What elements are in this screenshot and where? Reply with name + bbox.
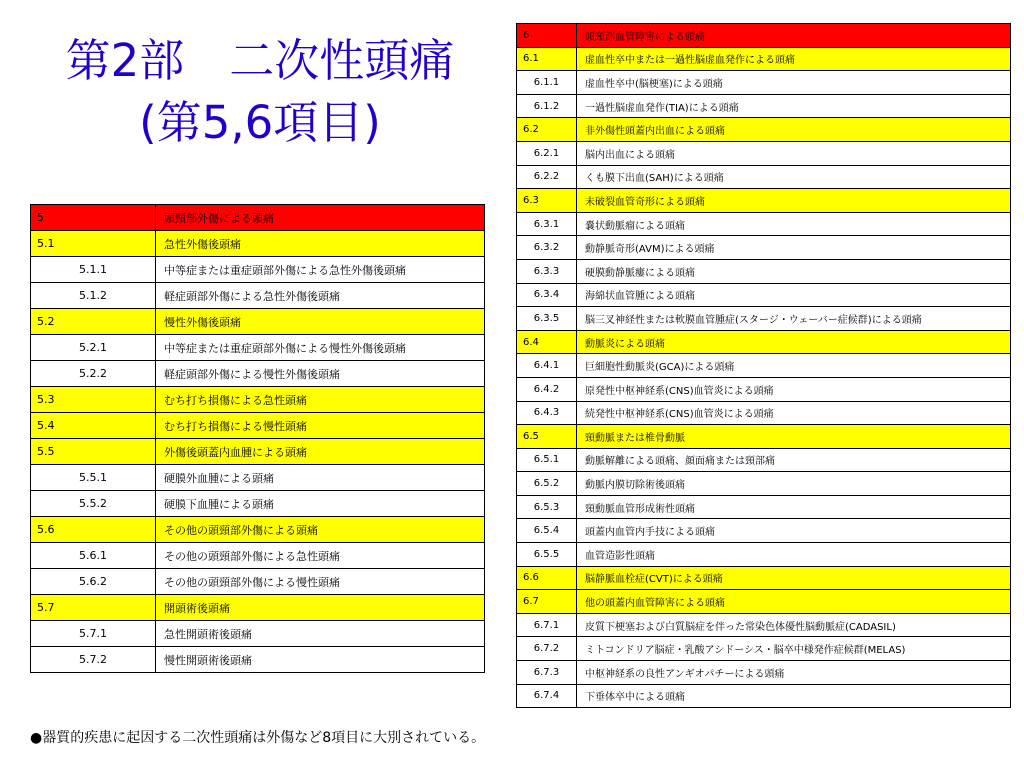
- row-text: 慢性開頭術後頭痛: [156, 647, 485, 673]
- table-row: [517, 330, 1011, 354]
- row-text: 開頭術後頭痛: [156, 595, 485, 621]
- table-row: [31, 309, 485, 335]
- table-row: [517, 613, 1011, 637]
- table-row: [517, 71, 1011, 95]
- row-text: 血管造影性頭痛: [577, 543, 1011, 567]
- table-row: [31, 205, 485, 231]
- table-row: [517, 307, 1011, 331]
- row-text: 頭頸部血管障害による頭痛: [577, 24, 1011, 48]
- table-row: [31, 231, 485, 257]
- row-text: 他の頭蓋内血管障害による頭痛: [577, 590, 1011, 614]
- row-code: 6.1.2: [517, 94, 577, 118]
- row-code: 5.2.2: [31, 361, 156, 387]
- row-text: 海綿状血管腫による頭痛: [577, 283, 1011, 307]
- row-text: 虚血性卒中または一過性脳虚血発作による頭痛: [577, 47, 1011, 71]
- table-row: [517, 259, 1011, 283]
- row-text: 皮質下梗塞および白質脳症を伴った常染色体優性脳動脈症(CADASIL): [577, 613, 1011, 637]
- row-text: 未破裂血管奇形による頭痛: [577, 189, 1011, 213]
- table-row: [517, 661, 1011, 685]
- row-code: 5.6.2: [31, 569, 156, 595]
- row-code: 6.5.2: [517, 472, 577, 496]
- table-row: [31, 491, 485, 517]
- table-row: [517, 141, 1011, 165]
- row-code: 5: [31, 205, 156, 231]
- row-text: 脳静脈血栓症(CVT)による頭痛: [577, 566, 1011, 590]
- row-code: 6.5.5: [517, 543, 577, 567]
- row-code: 6.3.1: [517, 212, 577, 236]
- row-code: 6.6: [517, 566, 577, 590]
- row-text: 頸動脈または椎骨動脈: [577, 425, 1011, 449]
- table-row: [517, 472, 1011, 496]
- row-text: 急性開頭術後頭痛: [156, 621, 485, 647]
- slide-title-line2: (第5,6項目): [139, 96, 381, 149]
- table-row: [517, 637, 1011, 661]
- row-code: 6.5.1: [517, 448, 577, 472]
- row-code: 5.6: [31, 517, 156, 543]
- row-text: 軽症頭部外傷による急性外傷後頭痛: [156, 283, 485, 309]
- table-row: [31, 621, 485, 647]
- table-row: [31, 543, 485, 569]
- table-row: [517, 519, 1011, 543]
- row-code: 6.2.2: [517, 165, 577, 189]
- row-text: 原発性中枢神経系(CNS)血管炎による頭痛: [577, 377, 1011, 401]
- table-row: [31, 361, 485, 387]
- row-text: 頸動脈血管形成術性頭痛: [577, 495, 1011, 519]
- row-code: 5.3: [31, 387, 156, 413]
- row-text: 中枢神経系の良性アンギオパチーによる頭痛: [577, 661, 1011, 685]
- row-text: 動脈内膜切除術後頭痛: [577, 472, 1011, 496]
- table-row: [517, 377, 1011, 401]
- row-code: 6.4.2: [517, 377, 577, 401]
- table-row: [31, 517, 485, 543]
- row-code: 5.1.2: [31, 283, 156, 309]
- table-row: [31, 257, 485, 283]
- row-code: 6.7.1: [517, 613, 577, 637]
- row-text: 硬膜外血腫による頭痛: [156, 465, 485, 491]
- row-text: 頭蓋内血管内手技による頭痛: [577, 519, 1011, 543]
- row-code: 6.2.1: [517, 141, 577, 165]
- row-code: 5.5: [31, 439, 156, 465]
- row-code: 6.3.2: [517, 236, 577, 260]
- table-row: [517, 590, 1011, 614]
- row-code: 6.3.4: [517, 283, 577, 307]
- left-classification-table: [30, 204, 485, 673]
- row-code: 6.7: [517, 590, 577, 614]
- row-text: 頭頸部外傷による頭痛: [156, 205, 485, 231]
- row-text: 急性外傷後頭痛: [156, 231, 485, 257]
- table-row: [517, 401, 1011, 425]
- row-text: むち打ち損傷による急性頭痛: [156, 387, 485, 413]
- row-text: 動脈炎による頭痛: [577, 330, 1011, 354]
- table-row: [31, 335, 485, 361]
- footnote: ●器質的疾患に起因する二次性頭痛は外傷など8項目に大別されている。: [30, 730, 486, 746]
- row-code: 5.5.1: [31, 465, 156, 491]
- row-text: むち打ち損傷による慢性頭痛: [156, 413, 485, 439]
- table-row: [517, 354, 1011, 378]
- row-code: 6.3.3: [517, 259, 577, 283]
- row-text: 嚢状動脈瘤による頭痛: [577, 212, 1011, 236]
- row-text: 続発性中枢神経系(CNS)血管炎による頭痛: [577, 401, 1011, 425]
- row-code: 5.2.1: [31, 335, 156, 361]
- row-code: 6.7.4: [517, 684, 577, 708]
- table-row: [517, 118, 1011, 142]
- row-code: 6.3.5: [517, 307, 577, 331]
- table-row: [517, 236, 1011, 260]
- row-code: 6.2: [517, 118, 577, 142]
- table-row: [31, 283, 485, 309]
- table-row: [517, 425, 1011, 449]
- row-text: その他の頭頸部外傷による頭痛: [156, 517, 485, 543]
- row-text: くも膜下出血(SAH)による頭痛: [577, 165, 1011, 189]
- slide-title: [40, 30, 480, 154]
- row-code: 5.7: [31, 595, 156, 621]
- row-code: 6.1: [517, 47, 577, 71]
- table-row: [517, 24, 1011, 48]
- table-row: [31, 439, 485, 465]
- table-row: [517, 448, 1011, 472]
- table-row: [517, 212, 1011, 236]
- table-row: [31, 595, 485, 621]
- row-text: 虚血性卒中(脳梗塞)による頭痛: [577, 71, 1011, 95]
- row-code: 5.7.1: [31, 621, 156, 647]
- row-code: 6.5: [517, 425, 577, 449]
- row-code: 6.5.4: [517, 519, 577, 543]
- row-code: 6.7.3: [517, 661, 577, 685]
- row-text: 一過性脳虚血発作(TIA)による頭痛: [577, 94, 1011, 118]
- row-code: 5.4: [31, 413, 156, 439]
- row-text: 外傷後頭蓋内血腫による頭痛: [156, 439, 485, 465]
- row-code: 6.4.3: [517, 401, 577, 425]
- row-text: ミトコンドリア脳症・乳酸アシドーシス・脳卒中様発作症候群(MELAS): [577, 637, 1011, 661]
- row-text: 動脈解離による頭痛、顔面痛または頸部痛: [577, 448, 1011, 472]
- row-text: 非外傷性頭蓋内出血による頭痛: [577, 118, 1011, 142]
- table-row: [517, 684, 1011, 708]
- row-code: 5.5.2: [31, 491, 156, 517]
- row-text: 慢性外傷後頭痛: [156, 309, 485, 335]
- row-text: 巨細胞性動脈炎(GCA)による頭痛: [577, 354, 1011, 378]
- table-row: [517, 283, 1011, 307]
- row-text: 硬膜動静脈瘻による頭痛: [577, 259, 1011, 283]
- row-code: 5.7.2: [31, 647, 156, 673]
- row-text: 脳三叉神経性または軟膜血管腫症(スタージ・ウェーバー症候群)による頭痛: [577, 307, 1011, 331]
- row-code: 6: [517, 24, 577, 48]
- table-row: [517, 165, 1011, 189]
- row-text: 下垂体卒中による頭痛: [577, 684, 1011, 708]
- row-text: 中等症または重症頭部外傷による急性外傷後頭痛: [156, 257, 485, 283]
- row-text: その他の頭頸部外傷による急性頭痛: [156, 543, 485, 569]
- row-text: 動静脈奇形(AVM)による頭痛: [577, 236, 1011, 260]
- row-text: 中等症または重症頭部外傷による慢性外傷後頭痛: [156, 335, 485, 361]
- table-row: [31, 647, 485, 673]
- table-row: [31, 465, 485, 491]
- table-row: [517, 94, 1011, 118]
- row-code: 6.4.1: [517, 354, 577, 378]
- table-row: [517, 495, 1011, 519]
- table-row: [517, 543, 1011, 567]
- table-row: [31, 413, 485, 439]
- table-row: [31, 569, 485, 595]
- row-code: 5.1.1: [31, 257, 156, 283]
- row-code: 6.3: [517, 189, 577, 213]
- row-text: その他の頭頸部外傷による慢性頭痛: [156, 569, 485, 595]
- table-row: [517, 47, 1011, 71]
- table-row: [517, 189, 1011, 213]
- table-row: [31, 387, 485, 413]
- row-text: 軽症頭部外傷による慢性外傷後頭痛: [156, 361, 485, 387]
- row-code: 6.1.1: [517, 71, 577, 95]
- slide-title-line1: 第2部 二次性頭痛: [65, 34, 455, 87]
- right-classification-table: [516, 23, 1011, 708]
- table-row: [517, 566, 1011, 590]
- row-code: 6.4: [517, 330, 577, 354]
- row-code: 6.7.2: [517, 637, 577, 661]
- row-code: 5.6.1: [31, 543, 156, 569]
- row-text: 硬膜下血腫による頭痛: [156, 491, 485, 517]
- row-code: 5.2: [31, 309, 156, 335]
- row-text: 脳内出血による頭痛: [577, 141, 1011, 165]
- row-code: 6.5.3: [517, 495, 577, 519]
- row-code: 5.1: [31, 231, 156, 257]
